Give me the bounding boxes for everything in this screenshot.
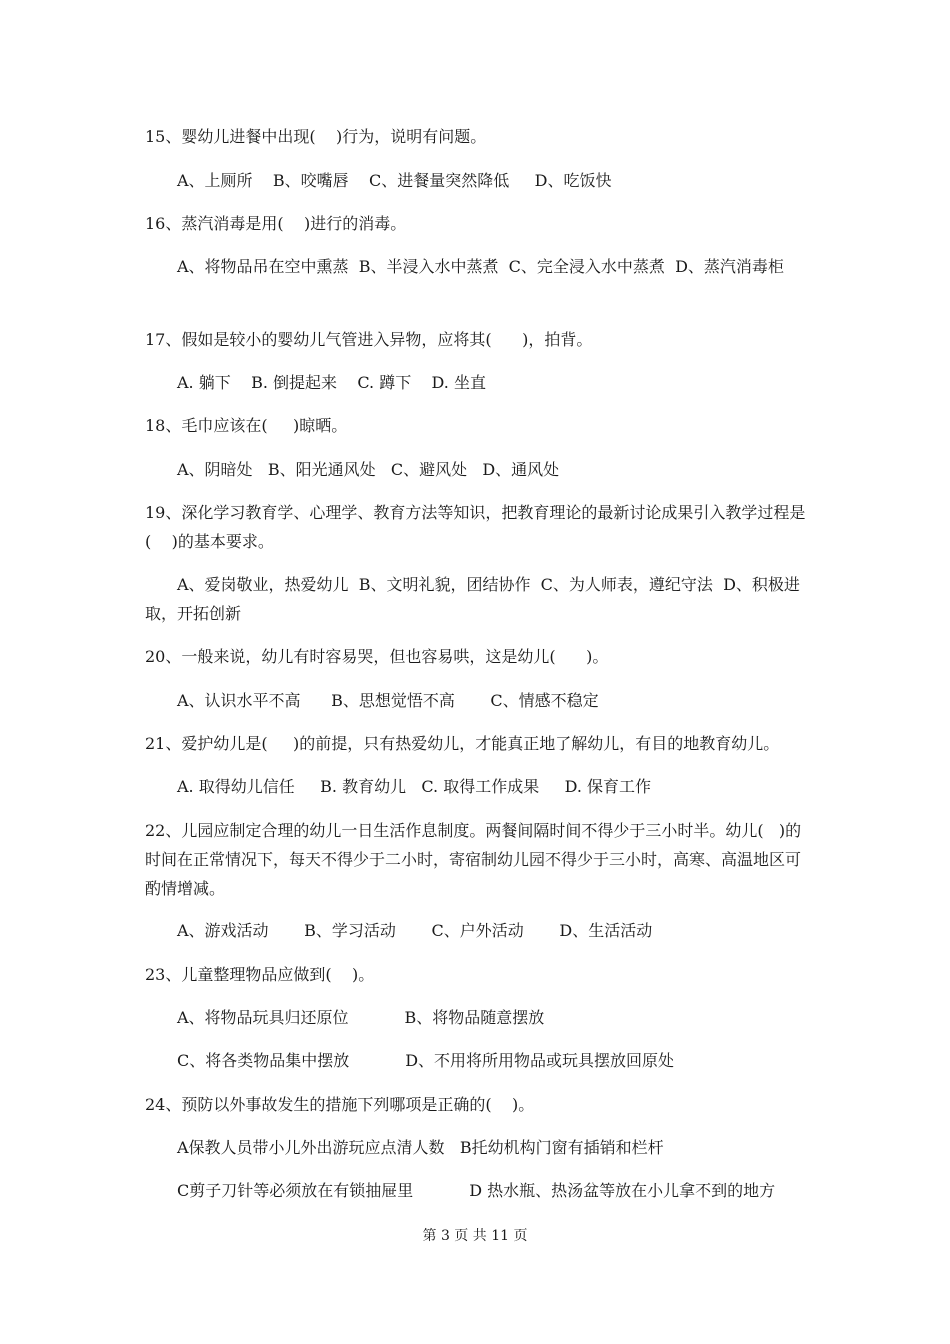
question-21-options: A. 取得幼儿信任 B. 教育幼儿 C. 取得工作成果 D. 保育工作 — [177, 777, 652, 796]
question-22-options: A、游戏活动 B、学习活动 C、户外活动 D、生活活动 — [177, 921, 653, 940]
page-footer: 第 3 页 共 11 页 — [422, 1228, 528, 1244]
question-15-options: A、上厕所 B、咬嘴唇 C、进餐量突然降低 D、吃饭快 — [177, 171, 612, 190]
question-21: 21、爱护幼儿是( )的前提，只有热爱幼儿，才能真正地了解幼儿，有目的地教育幼儿。 — [145, 734, 780, 753]
question-17: 17、假如是较小的婴幼儿气管进入异物，应将其( )，拍背。 — [145, 330, 593, 349]
question-24-options-cd: C剪子刀针等必须放在有锁抽屉里 D 热水瓶、热汤盆等放在小儿拿不到的地方 — [177, 1181, 776, 1200]
question-18: 18、毛巾应该在( )晾晒。 — [145, 416, 348, 435]
question-23: 23、儿童整理物品应做到( )。 — [145, 965, 375, 984]
question-16-options: A、将物品吊在空中熏蒸 B、半浸入水中蒸煮 C、完全浸入水中蒸煮 D、蒸汽消毒柜 — [177, 257, 784, 276]
question-23-options-ab: A、将物品玩具归还原位 B、将物品随意摆放 — [177, 1008, 545, 1027]
question-15: 15、婴幼儿进餐中出现( )行为，说明有问题。 — [145, 127, 487, 146]
question-19: 19、深化学习教育学、心理学、教育方法等知识，把教育理论的最新讨论成果引入教学过程是( )的基本要求。 — [145, 503, 806, 551]
question-20-options: A、认识水平不高 B、思想觉悟不高 C、情感不稳定 — [177, 691, 599, 710]
question-23-options-cd: C、将各类物品集中摆放 D、不用将所用物品或玩具摆放回原处 — [177, 1051, 675, 1070]
question-24: 24、预防以外事故发生的措施下列哪项是正确的( )。 — [145, 1095, 535, 1114]
question-22: 22、儿园应制定合理的幼儿一日生活作息制度。两餐间隔时间不得少于三小时半。幼儿( )的时间在正常情况下，每天不得少于二小时，寄宿制幼儿园不得少于三小时，高寒、高温地区可酌情增减。 — [145, 821, 802, 898]
question-18-options: A、阴暗处 B、阳光通风处 C、避风处 D、通风处 — [177, 460, 560, 479]
question-17-options: A. 躺下 B. 倒提起来 C. 蹲下 D. 坐直 — [177, 373, 486, 392]
question-24-options-ab: A保教人员带小儿外出游玩应点清人数 B托幼机构门窗有插销和栏杆 — [177, 1138, 664, 1157]
question-19-options: A、爱岗敬业，热爱幼儿 B、文明礼貌，团结协作 C、为人师表，遵纪守法 D、积极进取，开拓创新 — [145, 575, 800, 623]
question-16: 16、蒸汽消毒是用( )进行的消毒。 — [145, 214, 407, 233]
question-20: 20、一般来说，幼儿有时容易哭，但也容易哄，这是幼儿( )。 — [145, 647, 609, 666]
